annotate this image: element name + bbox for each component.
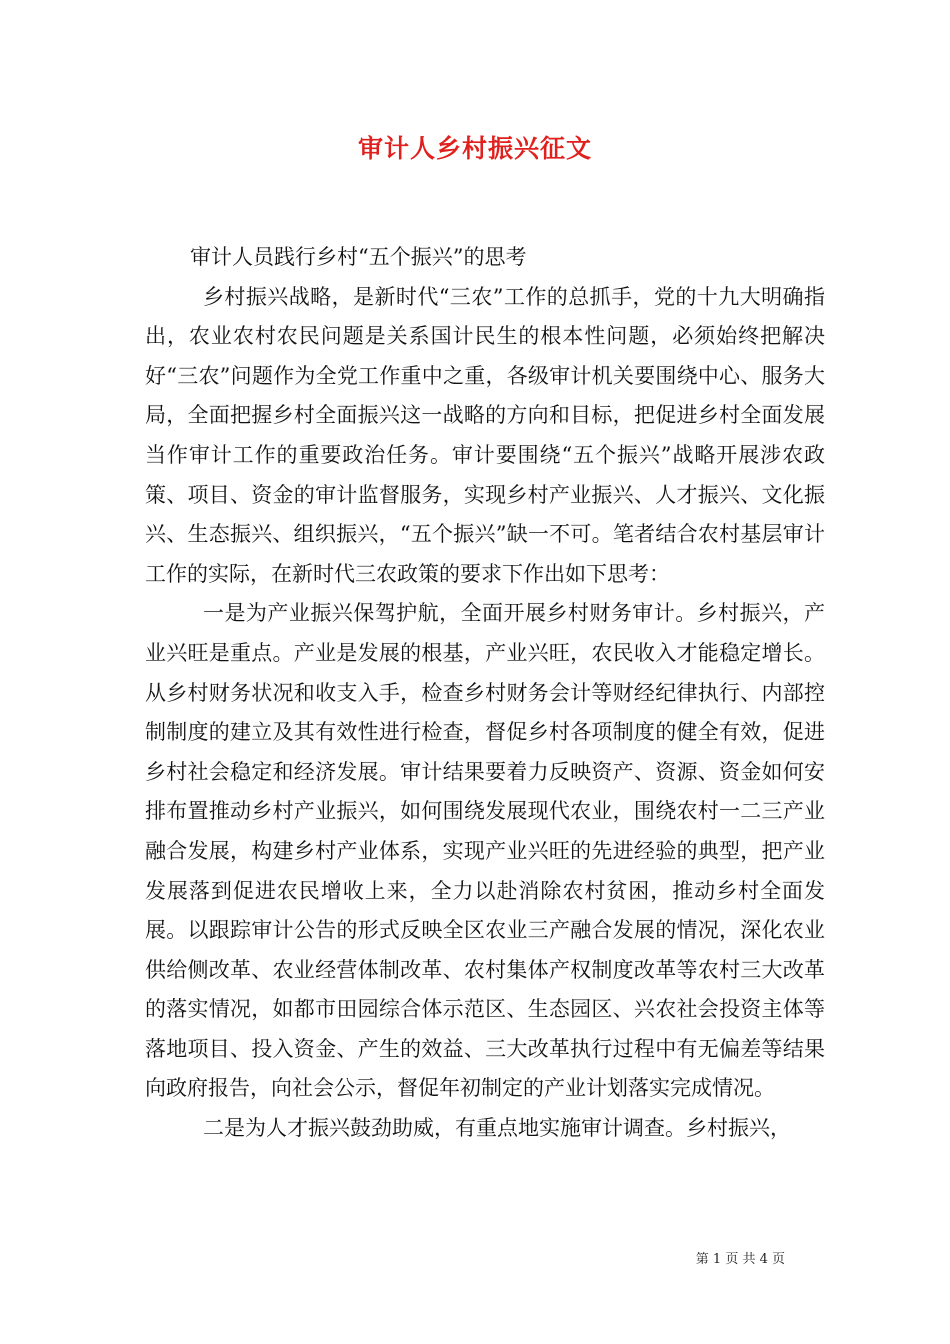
paragraph-industry-revitalization: 一是为产业振兴保驾护航，全面开展乡村财务审计。乡村振兴，产业兴旺是重点。产业是发展的根基，产业兴旺，农民收入才能稳定增长。从乡村财务状况和收支入手，检查乡村财务会计等财经纪律执行、内部控制制度的建立及其有效性进行检查，督促乡村各项制度的健全有效，促进乡村社会稳定和经济发展。审计结果要着力反映资产、资源、资金如何安排布置推动乡村产业振兴，如何围绕发展现代农业，围绕农村一二三产业融合发展，构建乡村产业体系，实现产业兴旺的先进经验的典型，把产业发展落到促进农民增收上来，全力以赴消除农村贫困，推动乡村全面发展。以跟踪审计公告的形式反映全区农业三产融合发展的情况，深化农业供给侧改革、农业经营体制改革、农村集体产权制度改革等农村三大改革的落实情况，如都市田园综合体示范区、生态园区、兴农社会投资主体等落地项目、投入资金、产生的效益、三大改革执行过程中有无偏差等结果向政府报告，向社会公示，督促年初制定的产业计划落实完成情况。 bbox=[145, 601, 825, 1101]
document-body bbox=[145, 238, 825, 1149]
paragraph-talent-revitalization: 二是为人才振兴鼓劲助威，有重点地实施审计调查。乡村振兴， bbox=[203, 1116, 791, 1141]
document-subtitle: 审计人员践行乡村“五个振兴”的思考 bbox=[190, 245, 527, 269]
paragraph-intro: 乡村振兴战略，是新时代“三农”工作的总抓手，党的十九大明确指出，农业农村农民问题是关系国计民生的根本性问题，必须始终把解决好“三农”问题作为全党工作重中之重，各级审计机关要围绕中心、服务大局，全面把握乡村全面振兴这一战略的方向和目标，把促进乡村全面发展当作审计工作的重要政治任务。审计要围绕“五个振兴”战略开展涉农政策、项目、资金的审计监督服务，实现乡村产业振兴、人才振兴、文化振兴、生态振兴、组织振兴，“五个振兴”缺一不可。笔者结合农村基层审计工作的实际，在新时代三农政策的要求下作出如下思考： bbox=[145, 284, 825, 586]
document-title: 审计人乡村振兴征文 bbox=[357, 134, 592, 163]
page-number-footer: 第 1 页 共 4 页 bbox=[695, 1252, 785, 1267]
